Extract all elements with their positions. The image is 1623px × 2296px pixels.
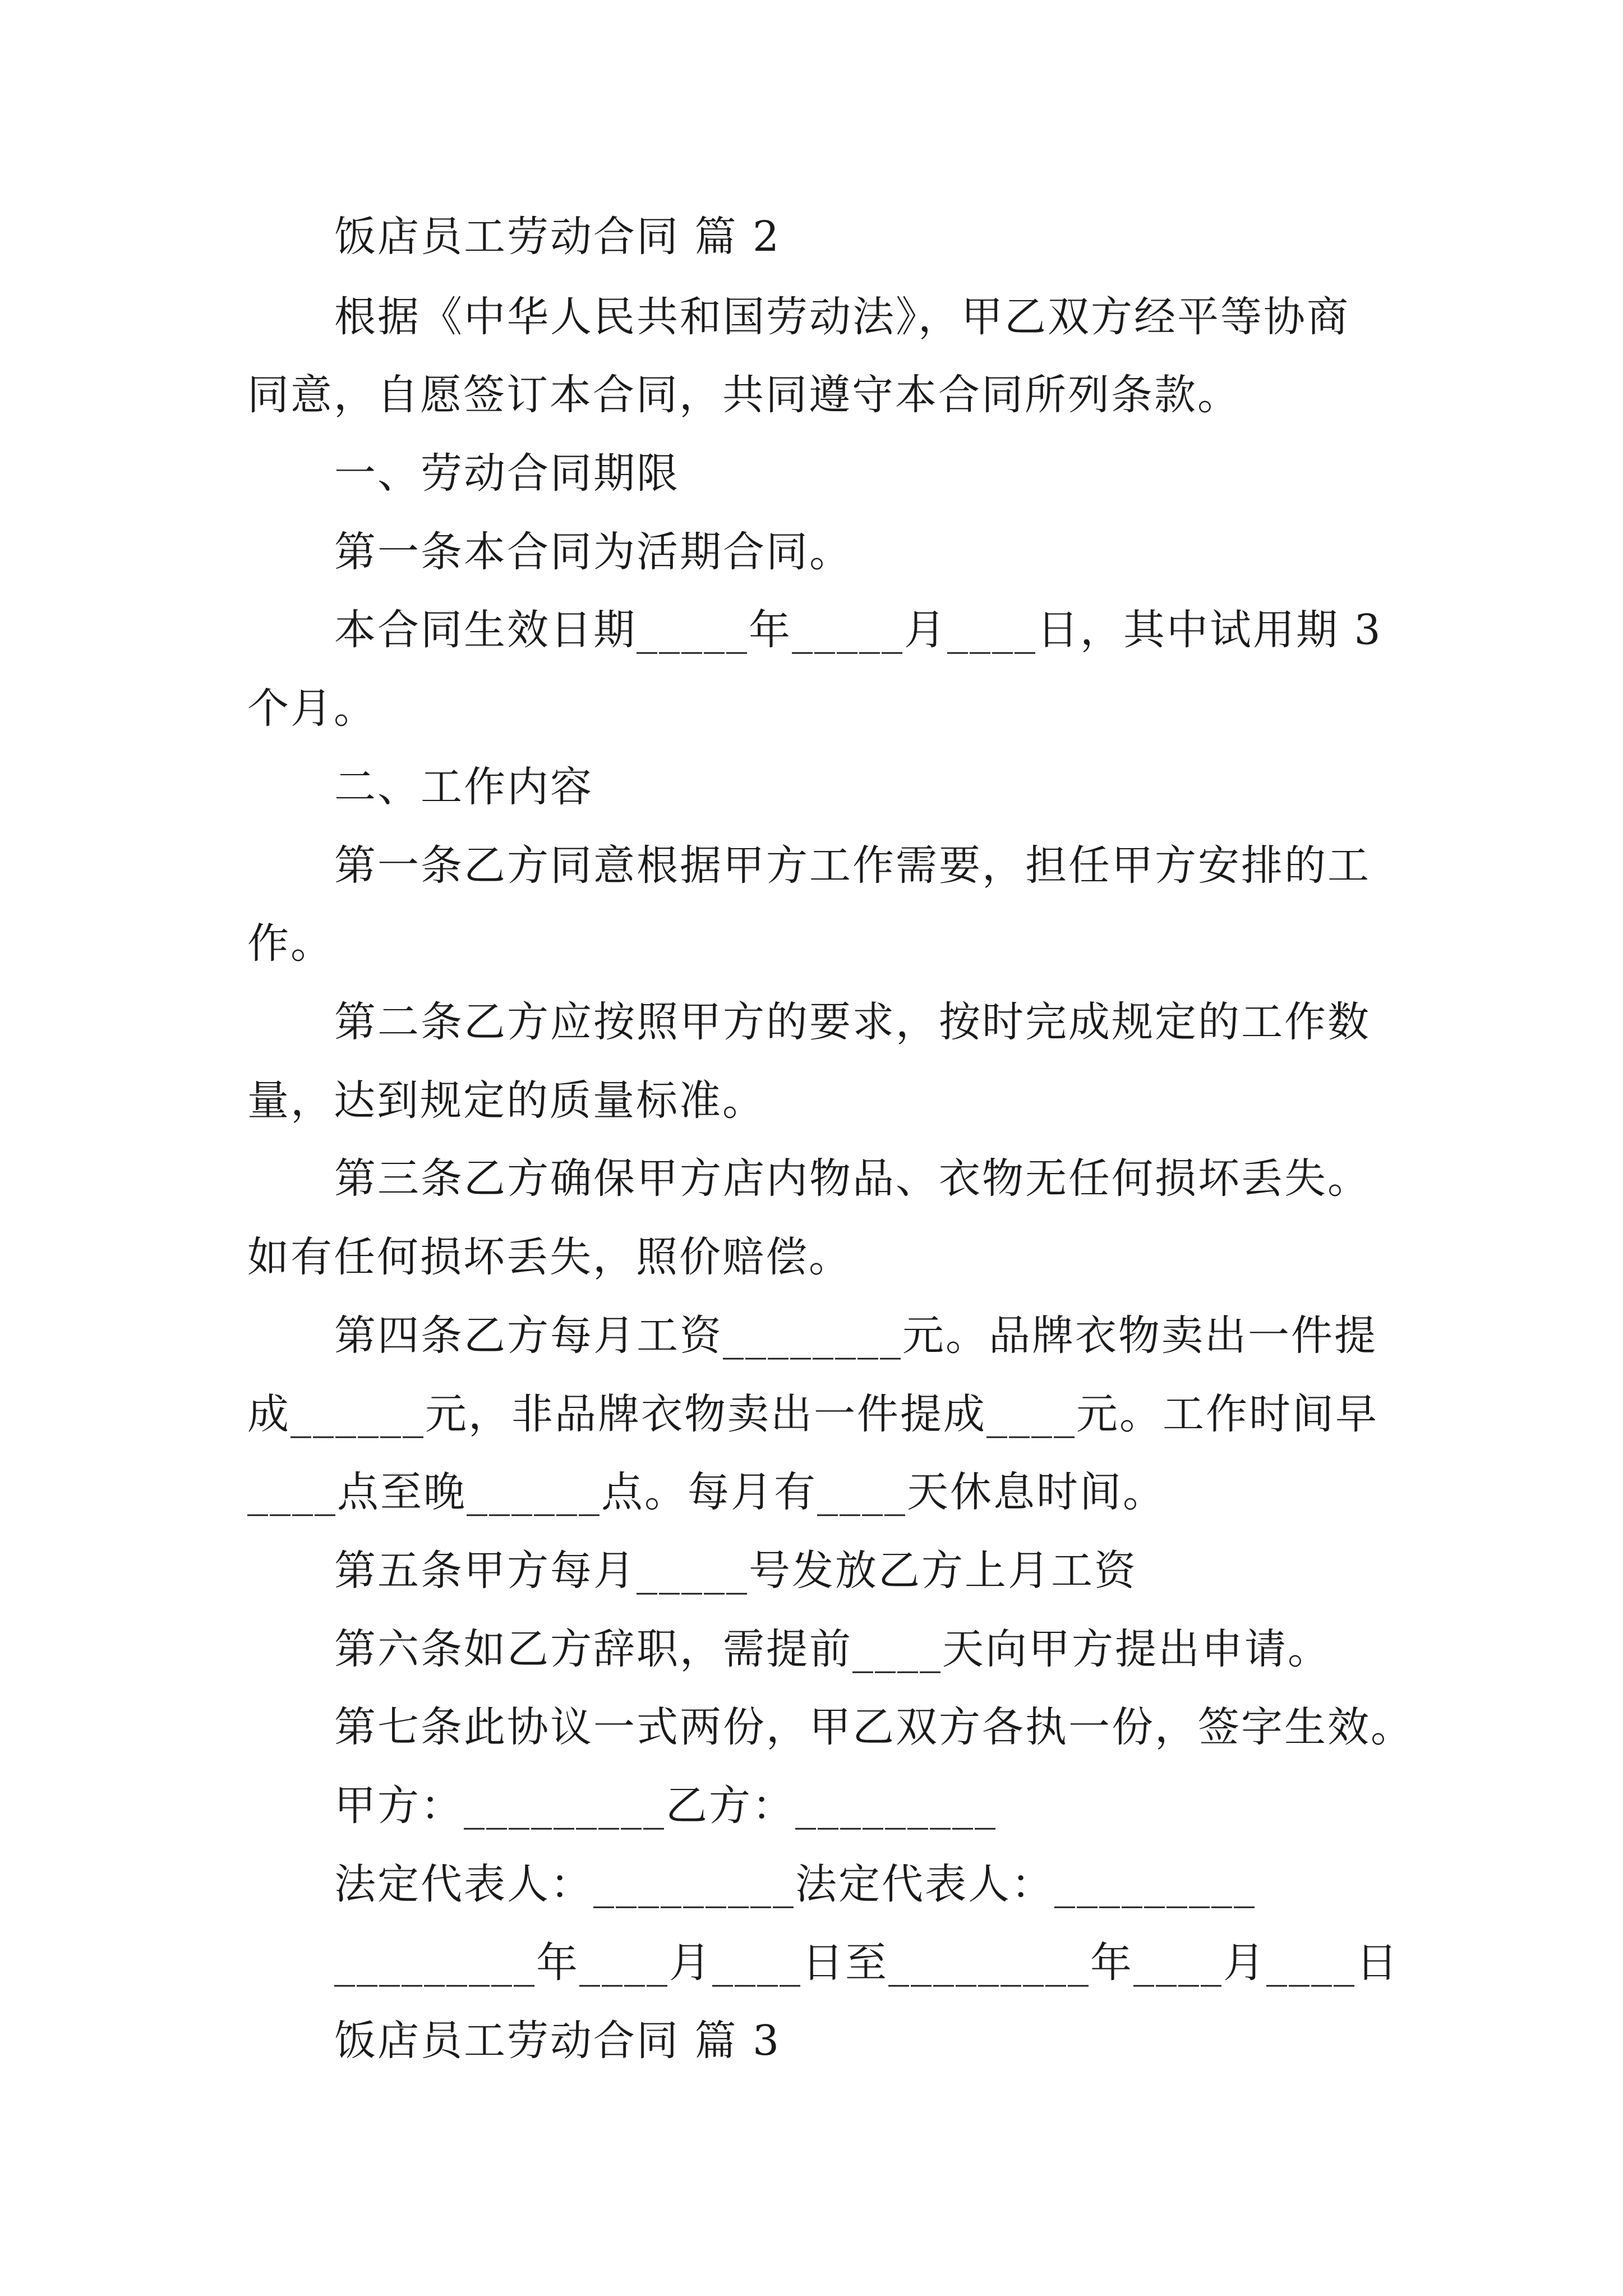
effective-date-line-1: 本合同生效日期_____年_____月____日，其中试用期 3	[334, 606, 1382, 654]
section-heading-3: 饭店员工劳动合同 篇 3	[334, 2017, 781, 2065]
article-1-term: 第一条本合同为活期合同。	[334, 528, 852, 576]
article-1-line-2: 作。	[247, 919, 334, 968]
section-heading-2: 饭店员工劳动合同 篇 2	[334, 213, 781, 261]
article-4-line-3: ____点至晚______点。每月有____天休息时间。	[247, 1468, 1166, 1516]
article-6: 第六条如乙方辞职，需提前____天向甲方提出申请。	[334, 1625, 1331, 1673]
article-4-line-2: 成______元，非品牌衣物卖出一件提成____元。工作时间早	[247, 1390, 1378, 1438]
effective-date-line-2: 个月。	[247, 684, 377, 733]
article-4-line-1: 第四条乙方每月工资________元。品牌衣物卖出一件提	[334, 1312, 1377, 1360]
article-5: 第五条甲方每月_____号发放乙方上月工资	[334, 1547, 1137, 1595]
signature-representatives: 法定代表人：_________法定代表人：_________	[334, 1860, 1256, 1908]
section-title-term: 一、劳动合同期限	[334, 449, 680, 498]
article-3-line-1: 第三条乙方确保甲方店内物品、衣物无任何损坏丢失。	[334, 1154, 1371, 1203]
article-1-line-1: 第一条乙方同意根据甲方工作需要，担任甲方安排的工	[334, 841, 1371, 890]
signature-parties: 甲方：_________乙方：_________	[334, 1782, 997, 1830]
section-title-work: 二、工作内容	[334, 763, 593, 811]
article-3-line-2: 如有任何损坏丢失，照价赔偿。	[247, 1233, 852, 1281]
intro-line-2: 同意，自愿签订本合同，共同遵守本合同所列条款。	[247, 371, 1241, 419]
article-7: 第七条此协议一式两份，甲乙双方各执一份，签字生效。	[334, 1703, 1414, 1751]
intro-line-1: 根据《中华人民共和国劳动法》，甲乙双方经平等协商	[334, 293, 1350, 341]
article-2-line-2: 量，达到规定的质量标准。	[247, 1076, 766, 1125]
article-2-line-1: 第二条乙方应按照甲方的要求，按时完成规定的工作数	[334, 998, 1371, 1046]
signature-date-range: _________年____月____日至_________年____月____日	[334, 1939, 1399, 1987]
